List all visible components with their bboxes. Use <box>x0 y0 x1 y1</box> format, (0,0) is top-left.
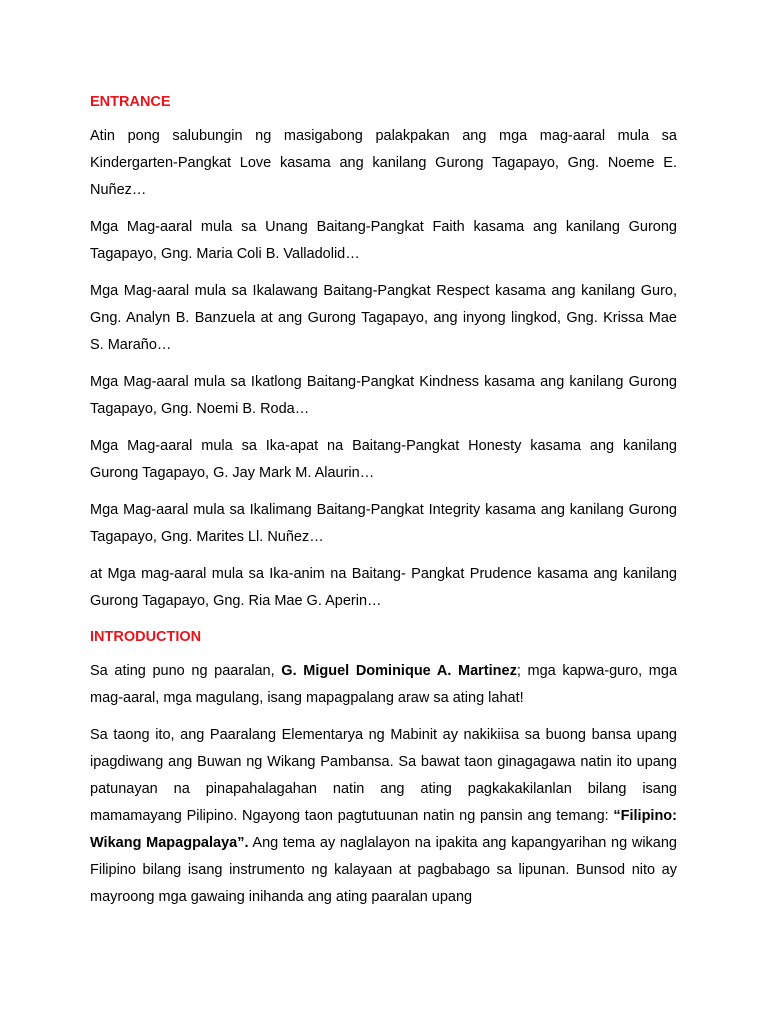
body-text-end: Ang tema ay naglalayon na ipakita ang kapangyarihan ng wikang Filipino bilang isang instrumento ng kalayaan at pagbabago sa lipunan. Bunsod nito ay mayroong mga gawaing inihanda ang ating paaralan upang <box>90 835 677 905</box>
body-text-start: Sa taong ito, ang Paaralang Elementarya ng Mabinit ay nakikiisa sa buong bansa upang ipagdiwang ang Buwan ng Wikang Pambansa. Sa bawat taon ginagagawa natin ito upang patunayan na pinapahalagahan natin ang ating pagkakakilanlan bilang isang mamamayang Pilipino. Ngayong taon pagtutuunan natin ng pansin ang temang: <box>90 727 677 824</box>
section-heading-entrance: ENTRANCE <box>90 94 171 110</box>
principal-name: G. Miguel Dominique A. Martinez <box>281 663 517 679</box>
entrance-paragraph-grade-2: Mga Mag-aaral mula sa Ikalawang Baitang-Pangkat Respect kasama ang kanilang Guro, Gng. Analyn B. Banzuela at ang Gurong Tagapayo, ang inyong lingkod, Gng. Krissa Mae S. Maraño… <box>90 283 677 353</box>
entrance-paragraph-grade-3: Mga Mag-aaral mula sa Ikatlong Baitang-Pangkat Kindness kasama ang kanilang Gurong Tagapayo, Gng. Noemi B. Roda… <box>90 374 677 417</box>
entrance-paragraph-grade-4: Mga Mag-aaral mula sa Ika-apat na Baitang-Pangkat Honesty kasama ang kanilang Gurong Tagapayo, G. Jay Mark M. Alaurin… <box>90 438 677 481</box>
entrance-paragraph-grade-6: at Mga mag-aaral mula sa Ika-anim na Baitang- Pangkat Prudence kasama ang kanilang Gurong Tagapayo, Gng. Ria Mae G. Aperin… <box>90 566 677 609</box>
entrance-paragraph-grade-1: Mga Mag-aaral mula sa Unang Baitang-Pangkat Faith kasama ang kanilang Gurong Tagapayo, Gng. Maria Coli B. Valladolid… <box>90 219 677 262</box>
greeting-text-start: Sa ating puno ng paaralan, <box>90 663 282 679</box>
theme-title: “Filipino: Wikang Mapagpalaya”. <box>90 808 677 851</box>
entrance-paragraph-kindergarten: Atin pong salubungin ng masigabong palakpakan ang mga mag-aaral mula sa Kindergarten-Pangkat Love kasama ang kanilang Gurong Tagapayo, Gng. Noeme E. Nuñez… <box>90 128 677 198</box>
entrance-paragraph-grade-5: Mga Mag-aaral mula sa Ikalimang Baitang-Pangkat Integrity kasama ang kanilang Gurong Tagapayo, Gng. Marites Ll. Nuñez… <box>90 502 677 545</box>
introduction-greeting-paragraph <box>90 658 677 712</box>
document-page <box>90 90 677 921</box>
greeting-text-end: ; mga kapwa-guro, mga mag-aaral, mga magulang, isang mapagpalang araw sa ating lahat! <box>90 663 678 706</box>
section-heading-introduction: INTRODUCTION <box>90 629 202 645</box>
introduction-body-paragraph <box>90 722 677 911</box>
